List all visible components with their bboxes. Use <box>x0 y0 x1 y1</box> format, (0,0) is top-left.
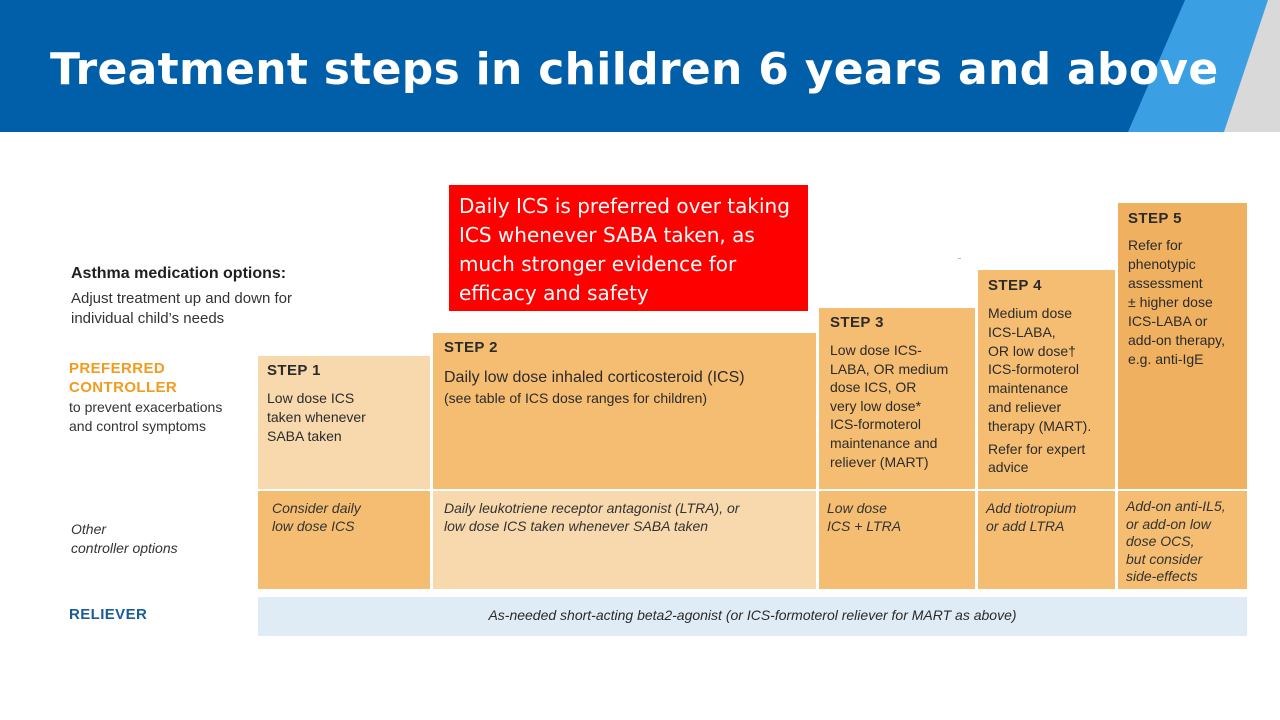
options-subtitle-line: Adjust treatment up and down for <box>71 290 292 307</box>
step-1-other-box <box>258 491 430 589</box>
preferred-title-line: CONTROLLER <box>69 379 178 396</box>
step-2-title: STEP 2 <box>444 339 498 356</box>
callout-line: efficacy and safety <box>459 281 649 305</box>
step-4-body-line: ICS-LABA, <box>988 323 1056 340</box>
step-2-other-box <box>433 491 816 589</box>
step-4-other-line: or add LTRA <box>986 518 1065 534</box>
step-4-other-line: Add tiotropium <box>986 500 1077 516</box>
step-4-referral-line: advice <box>988 459 1029 476</box>
step-3-body-line: dose ICS, OR <box>830 379 917 396</box>
step-5-body-line: ICS-LABA or <box>1128 313 1208 329</box>
reliever-label: RELIEVER <box>69 606 148 623</box>
step-5-body-line: assessment <box>1128 275 1203 291</box>
step-5-other-line: dose OCS, <box>1126 533 1195 550</box>
step-2-preferred-box <box>433 333 816 489</box>
step-4-body-line: therapy (MART). <box>988 417 1092 434</box>
callout-line: ICS whenever SABA taken, as <box>459 223 755 247</box>
preferred-subtitle-line: to prevent exacerbations <box>69 399 223 415</box>
step-5-preferred-box <box>1118 203 1247 489</box>
step-4-other-box <box>978 491 1115 589</box>
step-5-body <box>1128 236 1250 369</box>
step-3-body-line: very low dose* <box>830 397 922 414</box>
step-5-body-line: Refer for <box>1128 237 1183 253</box>
step-3-preferred-box <box>819 308 975 489</box>
reliever-text: As-needed short-acting beta2-agonist (or ICS-formoterol reliever for MART as above) <box>488 607 1017 623</box>
step-5-other-line: side-effects <box>1126 568 1198 585</box>
step-4-body-line: ICS-formoterol <box>988 361 1080 378</box>
step-2-body <box>444 367 814 408</box>
step-2-other-text <box>444 499 814 535</box>
step-4-title: STEP 4 <box>988 277 1042 294</box>
step-5-title: STEP 5 <box>1128 210 1182 227</box>
step-1-body-line: taken whenever <box>267 409 366 425</box>
step-4-body-line: and reliever <box>988 398 1062 415</box>
step-3-body-line: LABA, OR medium <box>830 360 949 377</box>
step-4-body <box>988 304 1115 477</box>
preferred-controller-description <box>69 398 259 436</box>
stray-mark <box>958 258 961 259</box>
step-4-body-line: OR low dose† <box>988 342 1076 359</box>
step-5-other-line: but consider <box>1126 550 1203 567</box>
step-4-other-text <box>986 499 1113 535</box>
step-3-other-text <box>827 499 972 535</box>
step-4-preferred-box <box>978 270 1115 489</box>
step-4-referral <box>988 440 1115 478</box>
step-3-title: STEP 3 <box>830 314 884 331</box>
options-title: Asthma medication options: <box>71 265 287 282</box>
step-2-body-line: Daily low dose inhaled corticosteroid (ICS) <box>444 369 745 386</box>
step-5-other-text <box>1126 498 1246 586</box>
reliever-bar <box>258 597 1247 636</box>
step-1-body-line: SABA taken <box>267 428 342 444</box>
options-subtitle <box>71 289 371 329</box>
step-5-body-line: ± higher dose <box>1128 294 1213 310</box>
step-4-referral-line: Refer for expert <box>988 440 1086 457</box>
preferred-title-line: PREFERRED <box>69 360 166 377</box>
step-5-body-line: e.g. anti-IgE <box>1128 351 1204 367</box>
step-1-other-text <box>272 499 422 535</box>
other-controller-label <box>71 520 251 558</box>
step-3-body <box>830 341 975 471</box>
step-1-body <box>267 389 427 446</box>
step-1-other-line: low dose ICS <box>272 518 355 534</box>
step-3-other-line: Low dose <box>827 500 887 516</box>
step-1-other-line: Consider daily <box>272 500 361 516</box>
callout-line: Daily ICS is preferred over taking <box>459 194 790 218</box>
step-5-other-line: or add-on low <box>1126 515 1211 532</box>
slide-header <box>0 0 1280 132</box>
slide-title: Treatment steps in children 6 years and above <box>50 44 1219 95</box>
step-3-other-line: ICS + LTRA <box>827 518 902 534</box>
step-4-body-line: maintenance <box>988 380 1069 397</box>
step-3-other-box <box>819 491 975 589</box>
step-3-body-line: Low dose ICS- <box>830 342 922 358</box>
step-5-other-line: Add-on anti-IL5, <box>1126 498 1226 514</box>
step-5-body-line: add-on therapy, <box>1128 332 1226 348</box>
step-5-other-box <box>1118 491 1247 589</box>
step-3-body-line: maintenance and <box>830 434 938 451</box>
step-2-body-note: (see table of ICS dose ranges for children) <box>444 390 708 406</box>
preferred-controller-label <box>69 359 249 397</box>
step-3-body-line: reliever (MART) <box>830 453 929 470</box>
step-2-other-line: low dose ICS taken whenever SABA taken <box>444 518 709 534</box>
step-1-title: STEP 1 <box>267 362 321 379</box>
preference-callout <box>449 185 808 311</box>
step-1-preferred-box <box>258 356 430 489</box>
other-label-line: Other <box>71 521 107 537</box>
step-2-other-line: Daily leukotriene receptor antagonist (LTRA), or <box>444 500 740 516</box>
other-label-line: controller options <box>71 540 178 556</box>
step-5-body-line: phenotypic <box>1128 256 1196 272</box>
step-4-body-line: Medium dose <box>988 305 1073 321</box>
callout-line: much stronger evidence for <box>459 252 737 276</box>
preferred-subtitle-line: and control symptoms <box>69 418 206 434</box>
step-3-body-line: ICS-formoterol <box>830 416 922 433</box>
options-subtitle-line: individual child’s needs <box>71 310 225 327</box>
step-1-body-line: Low dose ICS <box>267 390 355 406</box>
